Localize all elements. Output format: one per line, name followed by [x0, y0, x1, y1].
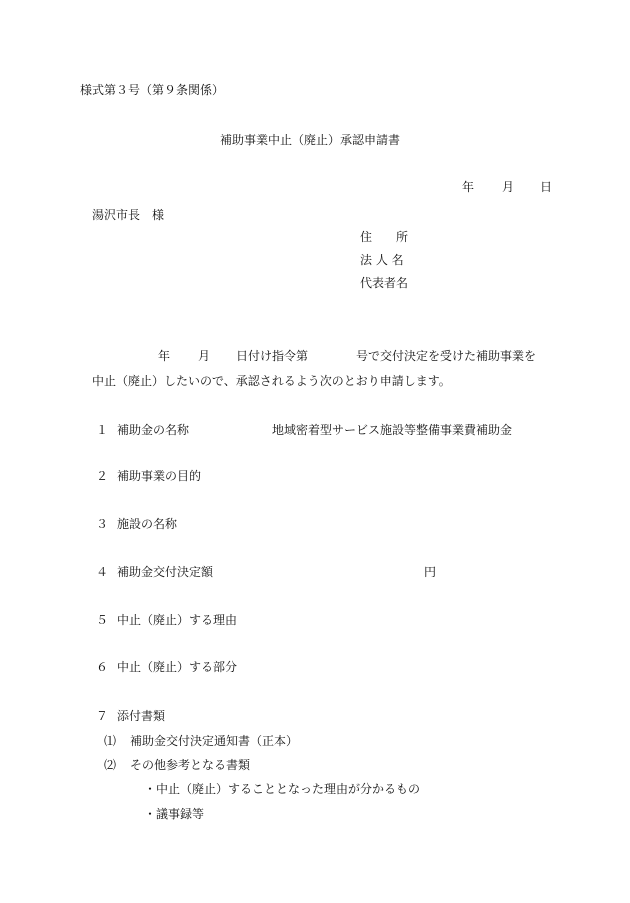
item-number: ２ [96, 469, 109, 483]
body-line1-end: 号で交付決定を受けた補助事業を [356, 349, 537, 363]
item-label-subsidy-name: 補助金の名称 [117, 423, 190, 437]
body-year-label: 年 [158, 349, 171, 363]
item-number: ７ [96, 709, 109, 723]
attachment-number: ⑴ [104, 734, 117, 748]
representative-label: 代表者名 [360, 276, 409, 290]
document-title: 補助事業中止（廃止）承認申請書 [220, 133, 401, 147]
attachment-number: ⑵ [104, 758, 117, 772]
date-year-label: 年 [462, 180, 475, 194]
address-label: 住 所 [360, 230, 409, 244]
item-number: ３ [96, 517, 109, 531]
addressee: 湯沢市長 様 [92, 208, 165, 222]
date-month-label: 月 [502, 180, 515, 194]
item-number: １ [96, 423, 109, 437]
attachment-label-notice: 補助金交付決定通知書（正本） [130, 734, 299, 748]
body-order-number-text: 日付け指令第 [236, 349, 309, 363]
item-label-decision-amount: 補助金交付決定額 [117, 565, 214, 579]
corp-name-label: 法 人 名 [360, 253, 404, 267]
attachment-label-other: その他参考となる書類 [130, 758, 251, 772]
form-number: 様式第３号（第９条関係） [80, 83, 225, 97]
sub-attachment-reason-docs: ・中止（廃止）することとなった理由が分かるもの [144, 782, 421, 796]
item-label-reason: 中止（廃止）する理由 [117, 613, 238, 627]
item-number: ５ [96, 613, 109, 627]
item-value-subsidy-name: 地域密着型サービス施設等整備事業費補助金 [272, 423, 513, 437]
body-line2: 中止（廃止）したいので、承認されるよう次のとおり申請します。 [92, 374, 451, 388]
item-number: ４ [96, 565, 109, 579]
sub-attachment-minutes: ・議事録等 [144, 807, 205, 821]
item-number: ６ [96, 660, 109, 674]
item-label-facility-name: 施設の名称 [117, 517, 178, 531]
item-label-attachments: 添付書類 [117, 709, 166, 723]
item-label-purpose: 補助事業の目的 [117, 469, 202, 483]
item-label-part: 中止（廃止）する部分 [117, 660, 238, 674]
body-month-label: 月 [198, 349, 211, 363]
item-unit-yen: 円 [424, 565, 437, 579]
date-day-label: 日 [540, 180, 553, 194]
